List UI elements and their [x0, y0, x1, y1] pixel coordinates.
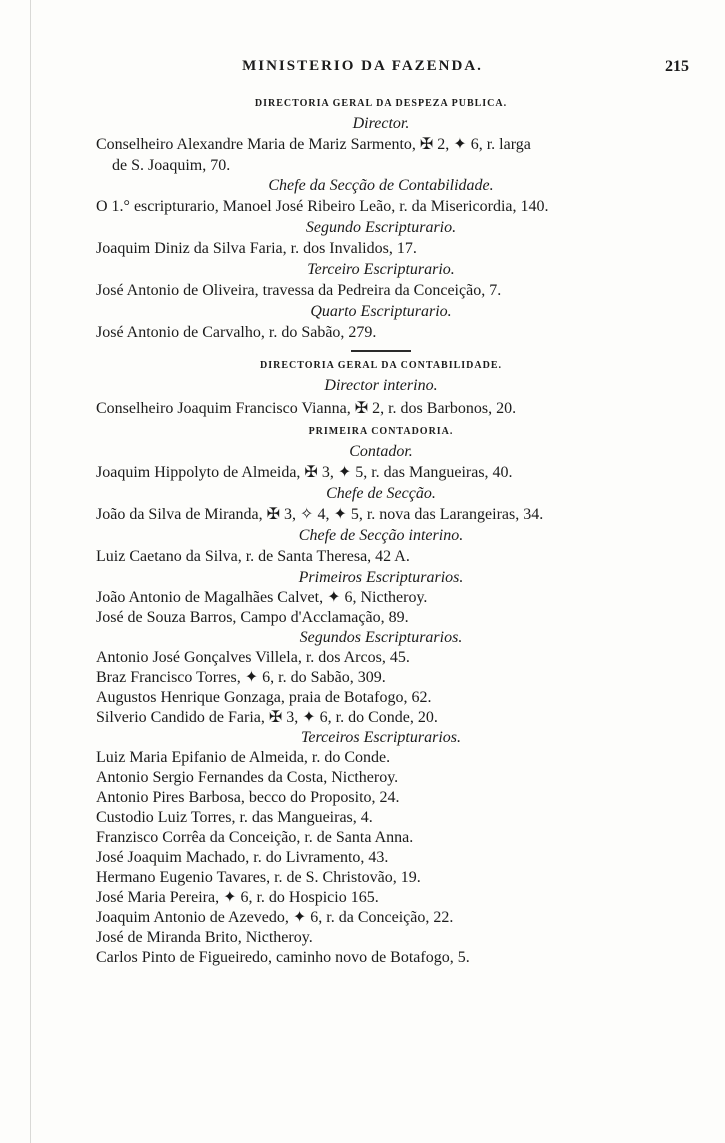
role-heading: Segundos Escripturarios. [299, 629, 463, 646]
role-heading: Chefe de Secção interino. [298, 527, 464, 544]
section-divider [351, 350, 411, 352]
entry-line: Antonio José Gonçalves Villela, r. dos Arcos, 45. [96, 649, 410, 666]
entry-line: Antonio Sergio Fernandes da Costa, Nictheroy. [96, 769, 399, 786]
entry-line: Antonio Pires Barbosa, becco do Proposito, 24. [96, 789, 400, 806]
role-heading: Chefe de Secção. [326, 485, 436, 502]
entry-line: Braz Francisco Torres, ✦ 6, r. do Sabão, 309. [96, 669, 386, 686]
entry-line: Custodio Luiz Torres, r. das Mangueiras, 4. [96, 809, 373, 826]
section-heading-contabilidade: DIRECTORIA GERAL DA CONTABILIDADE. [259, 360, 502, 371]
role-heading: Chefe da Secção de Contabilidade. [268, 177, 494, 194]
entry-line: Joaquim Antonio de Azevedo, ✦ 6, r. da Conceição, 22. [96, 909, 454, 926]
entry-line: João Antonio de Magalhães Calvet, ✦ 6, Nictheroy. [96, 589, 428, 606]
section-heading-primeira-contadoria: PRIMEIRA CONTADORIA. [308, 426, 454, 437]
entry-line: José Joaquim Machado, r. do Livramento, 43. [96, 849, 389, 866]
entry-line: O 1.° escripturario, Manoel José Ribeiro Leão, r. da Misericordia, 140. [96, 198, 549, 215]
entry-line: Conselheiro Joaquim Francisco Vianna, ✠ 2, r. dos Barbonos, 20. [96, 400, 517, 417]
page-body [96, 94, 666, 968]
entry-line: Joaquim Hippolyto de Almeida, ✠ 3, ✦ 5, r. das Mangueiras, 40. [96, 464, 513, 481]
role-heading: Director. [352, 115, 410, 132]
entry-line: Luiz Caetano da Silva, r. de Santa Theresa, 42 A. [96, 548, 410, 565]
running-title: MINISTERIO DA FAZENDA. [242, 58, 483, 74]
entry-line: João da Silva de Miranda, ✠ 3, ✧ 4, ✦ 5, r. nova das Larangeiras, 34. [96, 506, 544, 523]
binding-gutter [30, 0, 31, 1143]
page-number: 215 [665, 58, 689, 75]
entry-line: Hermano Eugenio Tavares, r. de S. Christovão, 19. [96, 869, 421, 886]
entry-line: José de Souza Barros, Campo d'Acclamação, 89. [96, 609, 409, 626]
entry-line: José Antonio de Oliveira, travessa da Pedreira da Conceição, 7. [96, 282, 502, 299]
page-header [0, 58, 725, 82]
role-heading: Quarto Escripturario. [310, 303, 452, 320]
role-heading: Segundo Escripturario. [305, 219, 457, 236]
entry-line: Carlos Pinto de Figueiredo, caminho novo de Botafogo, 5. [96, 949, 470, 966]
section-heading-despeza: DIRECTORIA GERAL DA DESPEZA PUBLICA. [254, 98, 508, 109]
entry-line: Augustos Henrique Gonzaga, praia de Botafogo, 62. [96, 689, 432, 706]
role-heading: Terceiro Escripturario. [307, 261, 455, 278]
role-heading: Director interino. [324, 377, 438, 394]
entry-line: Conselheiro Alexandre Maria de Mariz Sarmento, ✠ 2, ✦ 6, r. larga [96, 136, 531, 153]
entry-line: Silverio Candido de Faria, ✠ 3, ✦ 6, r. do Conde, 20. [96, 709, 438, 726]
entry-line: Franzisco Corrêa da Conceição, r. de Santa Anna. [96, 829, 414, 846]
entry-line: José Antonio de Carvalho, r. do Sabão, 279. [96, 324, 377, 341]
role-heading: Terceiros Escripturarios. [300, 729, 461, 746]
role-heading: Contador. [349, 443, 413, 460]
entry-line: Joaquim Diniz da Silva Faria, r. dos Invalidos, 17. [96, 240, 417, 257]
entry-line: José de Miranda Brito, Nictheroy. [96, 929, 313, 946]
entry-line: José Maria Pereira, ✦ 6, r. do Hospicio 165. [96, 889, 379, 906]
entry-line: Luiz Maria Epifanio de Almeida, r. do Conde. [96, 749, 391, 766]
entry-continuation: de S. Joaquim, 70. [112, 157, 231, 174]
role-heading: Primeiros Escripturarios. [298, 569, 464, 586]
